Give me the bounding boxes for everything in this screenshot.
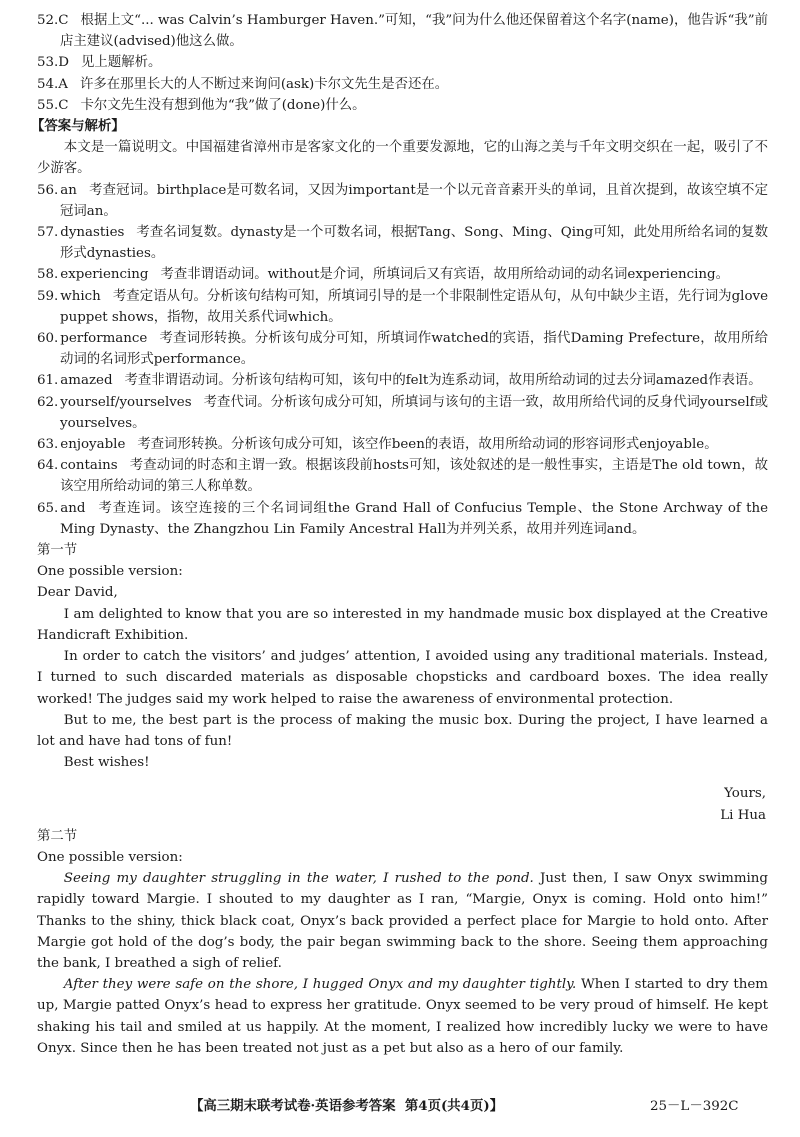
item-explanation: 卡尔文先生没有想到他为“我”做了(done)什么。 <box>80 97 366 113</box>
letter-paragraph: I am delighted to know that you are so interested in my handmade music box displayed at the Creative Handicraft Exhibition. <box>37 606 768 643</box>
item-number: 61. <box>37 373 59 389</box>
item-answer-word: contains <box>60 458 118 474</box>
item-explanation: 考查名词复数。dynasty是一个可数名词，根据Tang、Song、Ming、Qing可知，此处用所给名词的复数形式dynasties。 <box>60 225 768 262</box>
answer-item-55 <box>37 95 768 116</box>
answer-item-54 <box>37 74 768 95</box>
item-answer-word: amazed <box>60 373 113 389</box>
item-answer-word: enjoyable <box>60 437 126 453</box>
item-number: 64. <box>37 458 59 474</box>
grammar-answers <box>37 180 768 540</box>
page-content <box>31 10 768 1059</box>
part1-version: One possible version: <box>37 564 183 580</box>
given-opening-sentence: After they were safe on the shore, I hugged Onyx and my daughter tightly. <box>63 977 577 993</box>
item-explanation: 考查代词。分析该句成分可知，所填词与该句的主语一致，故用所给代词的反身代词yourself或yourselves。 <box>60 394 768 431</box>
item-explanation: 考查连词。该空连接的三个名词词组the Grand Hall of Confucius Temple、the Stone Archway of the Ming Dynasty、the Zhangzhou Lin Family Ancestral Hall为并列关系，故用并列连词and。 <box>60 500 768 537</box>
story-paragraph-2 <box>37 974 768 1059</box>
item-answer-word: performance <box>60 331 148 347</box>
answer-item-59 <box>37 286 768 328</box>
item-number: 62. <box>37 394 59 410</box>
given-opening-sentence: Seeing my daughter struggling in the water, I rushed to the pond. <box>63 871 534 887</box>
story-text: Just then, I saw Onyx swimming rapidly toward Margie. I shouted to my daughter as I ran, “Margie, Onyx is coming. Hold onto him!” Thanks to the shiny, thick black coat, Onyx’s back provided a perfect place for Margie to hold onto. After Margie got hold of the dog’s body, the pair began swimming back to the shore. Seeing them approaching the bank, I breathed a sigh of relief. <box>37 871 768 971</box>
answer-item-61 <box>37 370 768 391</box>
item-explanation: 考查定语从句。分析该句结构可知，所填词引导的是一个非限制性定语从句，从句中缺少主语，先行词为glove puppet shows，指物，故用关系代词which。 <box>60 288 768 325</box>
item-explanation: 考查词形转换。分析该句成分可知，所填词作watched的宾语，指代Daming Prefecture，故用所给动词的名词形式performance。 <box>60 331 768 368</box>
part1-heading: 第一节 <box>37 543 78 559</box>
item-number: 63. <box>37 437 59 453</box>
answer-item-53 <box>37 52 768 73</box>
answer-item-62 <box>37 392 768 434</box>
item-number: 56. <box>37 182 59 198</box>
letter-paragraph: But to me, the best part is the process of making the music box. During the project, I have learned a lot and have had tons of fun! <box>37 712 768 749</box>
footer-page-number: 第4页(共4页)】 <box>404 1098 504 1114</box>
section-header: 【答案与解析】 <box>31 118 125 135</box>
item-explanation: 考查词形转换。分析该句成分可知，该空作been的表语，故用所给动词的形容词形式enjoyable。 <box>137 437 718 453</box>
item-explanation: 考查动词的时态和主谓一致。根据该段前hosts可知，该处叙述的是一般性事实，主语是The old town，故该空用所给动词的第三人称单数。 <box>60 458 768 495</box>
part2-heading: 第二节 <box>37 828 78 844</box>
letter-paragraph: In order to catch the visitors’ and judges’ attention, I avoided using any traditional materials. Instead, I turned to such discarded materials as disposable chopsticks and cardboard boxes. The idea really worked! The judges said my work helped to raise the awareness of environmental protection. <box>37 649 768 707</box>
item-answer-word: yourself/yourselves <box>60 394 192 410</box>
item-answer-word: and <box>60 500 86 516</box>
item-explanation: 考查非谓语动词。分析该句结构可知，该句中的felt为连系动词，故用所给动词的过去分词amazed作表语。 <box>124 373 762 389</box>
part2-version: One possible version: <box>37 849 183 865</box>
item-number: 57. <box>37 225 59 241</box>
item-answer-word: an <box>60 182 77 198</box>
answer-item-52 <box>37 10 768 52</box>
footer-code: 25－L－392C <box>650 1099 739 1114</box>
item-number: 52.C <box>37 13 69 28</box>
story-paragraph-1 <box>37 868 768 974</box>
answer-item-57 <box>37 222 768 264</box>
item-explanation: 许多在那里长大的人不断过来询问(ask)卡尔文先生是否还在。 <box>79 76 449 92</box>
item-explanation: 见上题解析。 <box>81 55 162 71</box>
item-explanation: 考查非谓语动词。without是介词，所填词后又有宾语，故用所给动词的动名词experiencing。 <box>160 267 729 283</box>
item-number: 54.A <box>37 76 68 92</box>
letter-closing: Yours, <box>724 786 766 802</box>
answer-item-64 <box>37 455 768 497</box>
item-number: 59. <box>37 288 59 304</box>
letter-signature: Li Hua <box>720 807 766 823</box>
item-explanation: 考查冠词。birthplace是可数名词，又因为important是一个以元音音素开头的单词，且首次提到，故该空填不定冠词an。 <box>60 182 768 219</box>
footer-title <box>190 1096 503 1117</box>
answer-item-60 <box>37 328 768 370</box>
item-answer-word: dynasties <box>60 225 125 241</box>
item-number: 58. <box>37 267 59 283</box>
item-number: 55.C <box>37 97 69 113</box>
footer-exam-title: 【高三期末联考试卷·英语参考答案 <box>190 1098 396 1114</box>
item-number: 53.D <box>37 55 70 71</box>
answer-item-58 <box>37 264 768 285</box>
answer-item-63 <box>37 434 768 455</box>
passage-intro: 本文是一篇说明文。中国福建省漳州市是客家文化的一个重要发源地，它的山海之美与千年文明交织在一起，吸引了不少游客。 <box>37 140 768 177</box>
item-number: 60. <box>37 331 59 347</box>
item-explanation: 根据上文“... was Calvin’s Hamburger Haven.”可知，“我”问为什么他还保留着这个名字(name)，他告诉“我”前店主建议(advised)他这么做。 <box>60 13 768 50</box>
story-text: When I started to dry them up, Margie patted Onyx’s head to express her gratitude. Onyx seemed to be very proud of himself. He kept shaking his tail and smiled at us happily. At the moment, I realized how incredibly lucky we were to have Onyx. Since then he has been treated not just as a pet but also as a hero of our family. <box>37 977 768 1056</box>
letter-greeting: Dear David, <box>37 585 118 601</box>
item-number: 65. <box>37 500 59 516</box>
letter-sign-off: Best wishes! <box>63 755 150 771</box>
item-answer-word: which <box>60 288 101 304</box>
answer-item-65 <box>37 498 768 540</box>
item-answer-word: experiencing <box>60 267 149 283</box>
answer-item-56 <box>37 180 768 222</box>
